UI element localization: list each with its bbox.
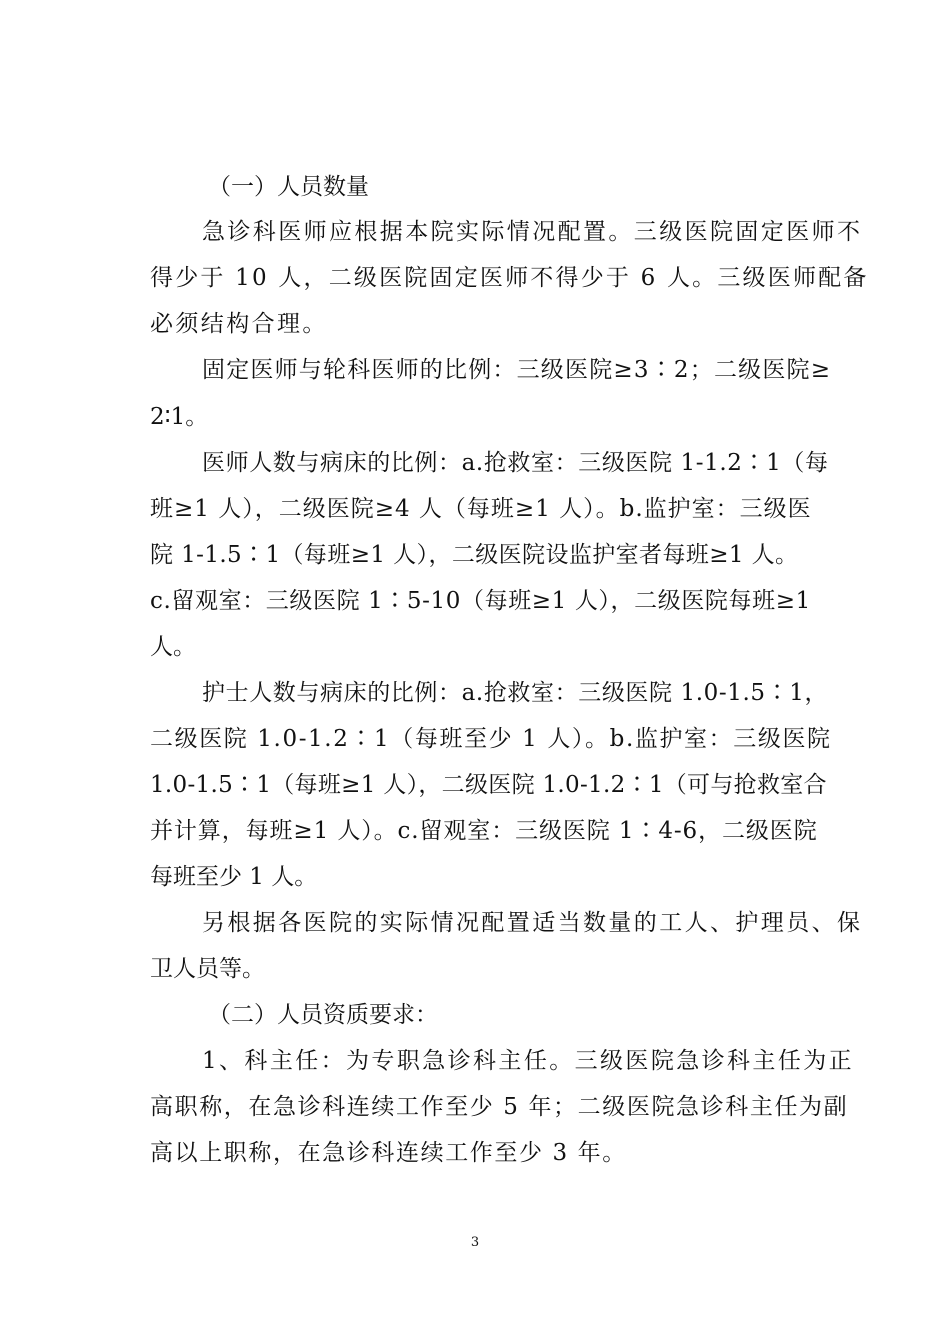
paragraph-line: 并计算，每班≥1 人）。c.留观室：三级医院 1∶4-6，二级医院 <box>150 818 818 844</box>
paragraph-line: 人。 <box>150 634 196 660</box>
paragraph-line: 卫人员等。 <box>150 956 265 982</box>
paragraph-line: 医师人数与病床的比例：a.抢救室：三级医院 1-1.2∶1（每 <box>202 450 829 476</box>
paragraph-line: 高以上职称，在急诊科连续工作至少 3 年。 <box>150 1140 627 1166</box>
page-number: 3 <box>470 1235 480 1250</box>
paragraph-line: 必须结构合理。 <box>150 311 328 337</box>
paragraph-line: 高职称，在急诊科连续工作至少 5 年；二级医院急诊科主任为副 <box>150 1094 849 1120</box>
paragraph-line: 院 1-1.5∶1（每班≥1 人），二级医院设监护室者每班≥1 人。 <box>150 542 799 568</box>
paragraph-line: 班≥1 人），二级医院≥4 人（每班≥1 人）。b.监护室：三级医 <box>150 496 812 522</box>
paragraph-line: 另根据各医院的实际情况配置适当数量的工人、护理员、保 <box>202 910 863 936</box>
paragraph-line: 急诊科医师应根据本院实际情况配置。三级医院固定医师不 <box>202 219 863 245</box>
paragraph-line: 1、科主任：为专职急诊科主任。三级医院急诊科主任为正 <box>202 1048 855 1074</box>
paragraph-line: 二级医院 1.0-1.2∶1（每班至少 1 人）。b.监护室：三级医院 <box>150 726 832 752</box>
paragraph-line: 1.0-1.5∶1（每班≥1 人），二级医院 1.0-1.2∶1（可与抢救室合 <box>150 772 827 798</box>
paragraph-line: 2∶1。 <box>150 404 209 430</box>
paragraph-line: 固定医师与轮科医师的比例：三级医院≥3∶2；二级医院≥ <box>202 357 832 383</box>
section-heading: （一）人员数量 <box>208 174 369 200</box>
paragraph-line: 每班至少 1 人。 <box>150 864 318 890</box>
paragraph-line: c.留观室：三级医院 1∶5-10（每班≥1 人），二级医院每班≥1 <box>150 588 811 614</box>
section-heading: （二）人员资质要求： <box>208 1002 438 1028</box>
paragraph-line: 得少于 10 人，二级医院固定医师不得少于 6 人。三级医师配备 <box>150 265 869 291</box>
paragraph-line: 护士人数与病床的比例：a.抢救室：三级医院 1.0-1.5∶1， <box>202 680 829 706</box>
